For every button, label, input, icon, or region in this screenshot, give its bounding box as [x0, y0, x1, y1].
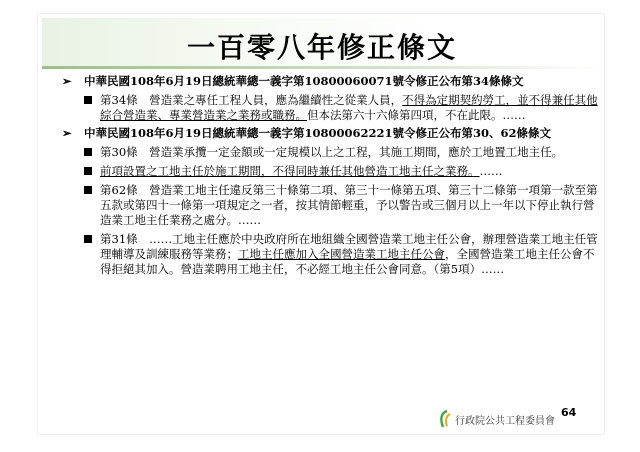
section-heading-text: 中華民國108年6月19日總統華總一義字第10800060071號令修正公布第34條條文: [84, 74, 524, 88]
article-text-underlined: 工地主任應加入全國營造業工地主任公會: [238, 247, 445, 261]
square-bullet-icon: [84, 96, 92, 104]
article-text-underlined: 前項設置之工地主任於施工期間，不得同時兼任其他營造工地主任之業務。: [100, 164, 480, 178]
article-item: [62, 93, 598, 123]
square-bullet-icon: [84, 186, 92, 194]
footer-org-name: 行政院公共工程委員會: [455, 415, 555, 427]
article-text-lead: 第62條 營造業工地主任違反第三十條第二項、第三十一條第五項、第三十二條第一項第一款至第五款或第四十一條第一項規定之一者，按其情節輕重，予以警告或三個月以上一年以下停止執行營造業工地主任業務之處分。……: [100, 183, 598, 227]
article-text-tail: ……: [479, 164, 503, 178]
arrow-bullet-icon: ➢: [62, 126, 72, 140]
article-text-tail: ，全國營造業工地主任公會不得拒絕其加入。營造業聘用工地主任，不必經工地主任公會同意。（第5項）……: [100, 247, 595, 276]
pcc-logo-icon: [438, 410, 452, 428]
section-heading: [62, 74, 598, 89]
footer-org: [438, 410, 555, 428]
article-item: [62, 145, 598, 160]
section-heading-text: 中華民國108年6月19日總統華總一義字第10800062221號令修正公布第30、62條條文: [84, 126, 552, 140]
page-number: 64: [561, 406, 577, 419]
square-bullet-icon: [84, 235, 92, 243]
article-item: [62, 164, 598, 179]
arrow-bullet-icon: ➢: [62, 74, 72, 88]
article-text-lead: 第30條 營造業承攬一定金額或一定規模以上之工程，其施工期間，應於工地置工地主任。: [100, 145, 564, 159]
article-text-lead: 第31條 ……工地主任應於中央政府所在地組織全國營造業工地主任公會，辦理營造業工地主任管理輔導及訓練服務等業務；: [100, 232, 598, 261]
square-bullet-icon: [84, 167, 92, 175]
article-item: [62, 232, 598, 277]
article-text-lead: 第34條 營造業之專任工程人員，應為繼續性之從業人員，: [100, 93, 403, 107]
slide-title: 一百零八年修正條文: [186, 31, 457, 64]
section-heading: [62, 126, 598, 141]
article-text-tail: 但本法第六十六條第四項，不在此限。……: [307, 108, 526, 122]
article-text-underlined: 不得為定期契約勞工，並不得兼任其他綜合營造業、專業營造業之業務或職務。: [100, 93, 598, 122]
title-divider: [42, 66, 602, 69]
article-item: [62, 183, 598, 228]
slide-content: [62, 72, 598, 277]
square-bullet-icon: [84, 148, 92, 156]
